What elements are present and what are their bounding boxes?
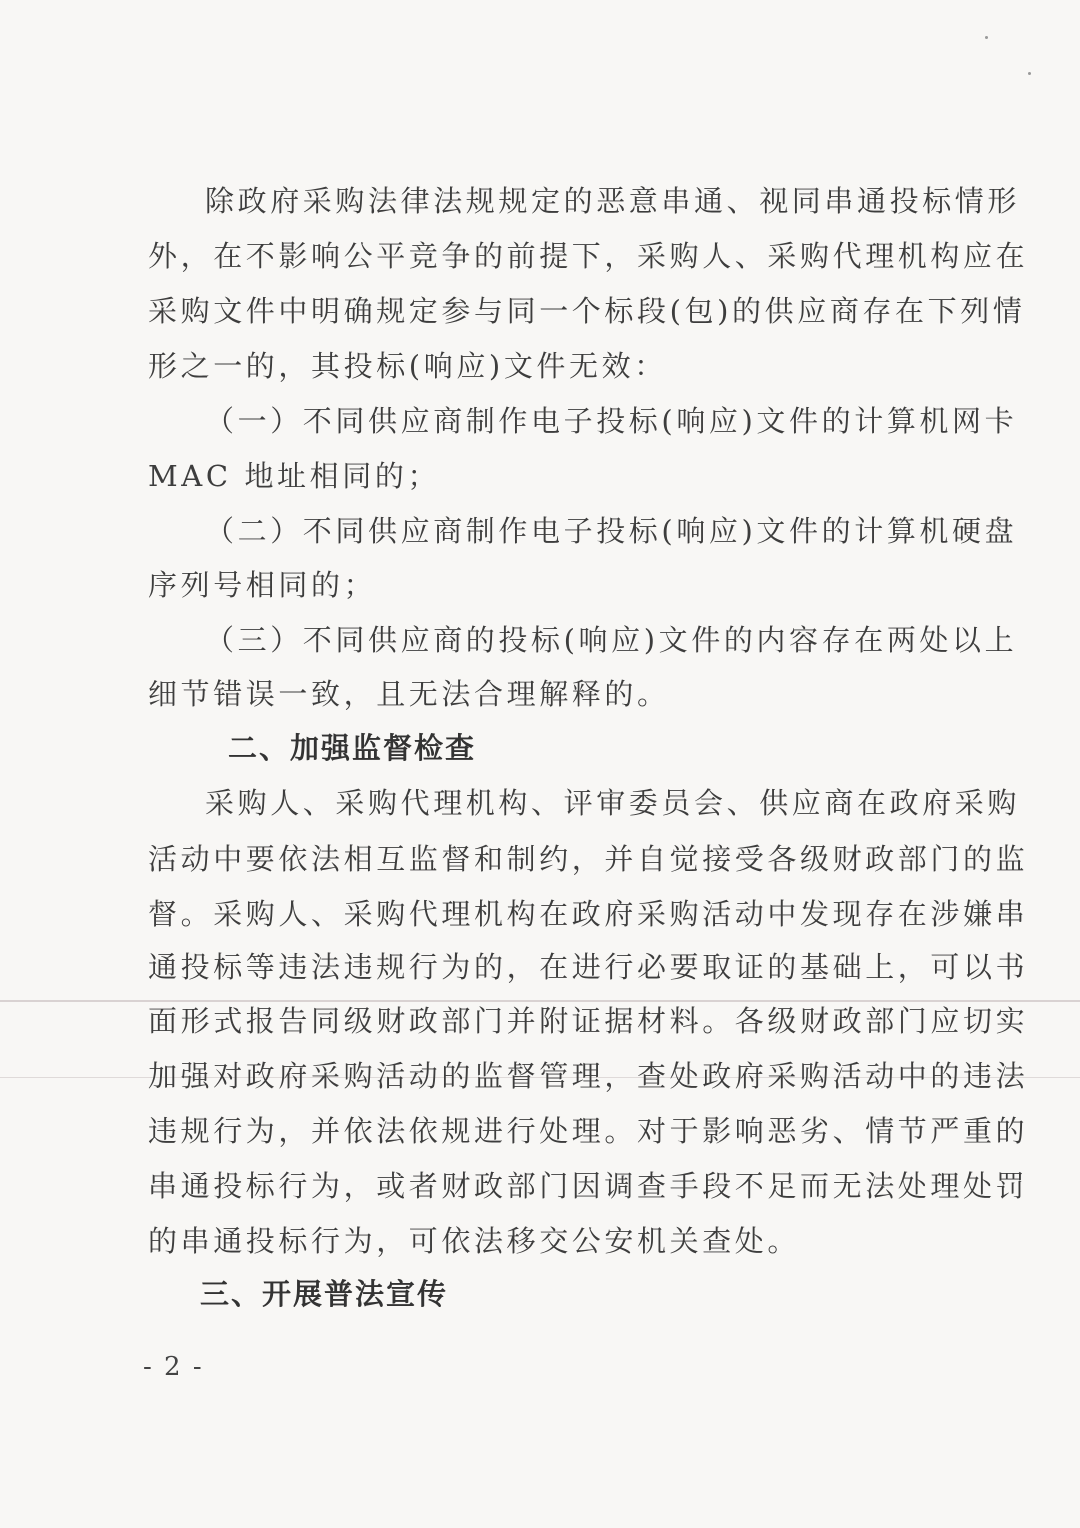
list-item-3-line: 细节错误一致，且无法合理解释的。	[148, 677, 670, 711]
list-item-1-line: MAC 地址相同的；	[148, 459, 441, 493]
paragraph-2-line: 通投标等违法违规行为的，在进行必要取证的基础上，可以书	[148, 950, 1029, 984]
paragraph-1-line: 外，在不影响公平竞争的前提下，采购人、采购代理机构应在	[148, 239, 1029, 273]
paragraph-2-line: 面形式报告同级财政部门并附证据材料。各级财政部门应切实	[148, 1004, 1029, 1038]
scan-speck	[985, 36, 988, 39]
section-heading: 二、加强监督检查	[228, 731, 477, 765]
paragraph-1-line: 除政府采购法律法规规定的恶意串通、视同串通投标情形	[205, 184, 1021, 218]
paragraph-2-line: 违规行为，并依法依规进行处理。对于影响恶劣、情节严重的	[148, 1114, 1029, 1148]
paragraph-2-line: 督。采购人、采购代理机构在政府采购活动中发现存在涉嫌串	[148, 897, 1029, 931]
scan-speck	[1028, 72, 1031, 75]
paragraph-2-line: 的串通投标行为，可依法移交公安机关查处。	[148, 1224, 801, 1258]
paragraph-1-line: 形之一的，其投标(响应)文件无效：	[148, 349, 667, 383]
paragraph-1-line: 采购文件中明确规定参与同一个标段(包)的供应商存在下列情	[148, 294, 1026, 328]
paragraph-2-line: 活动中要依法相互监督和制约，并自觉接受各级财政部门的监	[148, 842, 1029, 876]
list-item-2-line: （二）不同供应商制作电子投标(响应)文件的计算机硬盘	[205, 514, 1018, 548]
paragraph-2-line: 串通投标行为，或者财政部门因调查手段不足而无法处理处罚	[148, 1169, 1029, 1203]
list-item-1-line: （一）不同供应商制作电子投标(响应)文件的计算机网卡	[205, 404, 1018, 438]
paragraph-2-line: 采购人、采购代理机构、评审委员会、供应商在政府采购	[205, 786, 1021, 820]
list-item-2-line: 序列号相同的；	[148, 568, 377, 602]
section-heading: 三、开展普法宣传	[200, 1277, 449, 1311]
list-item-3-line: （三）不同供应商的投标(响应)文件的内容存在两处以上	[205, 623, 1018, 657]
page-number: - 2 -	[143, 1352, 204, 1382]
paragraph-2-line: 加强对政府采购活动的监督管理，查处政府采购活动中的违法	[148, 1059, 1029, 1093]
